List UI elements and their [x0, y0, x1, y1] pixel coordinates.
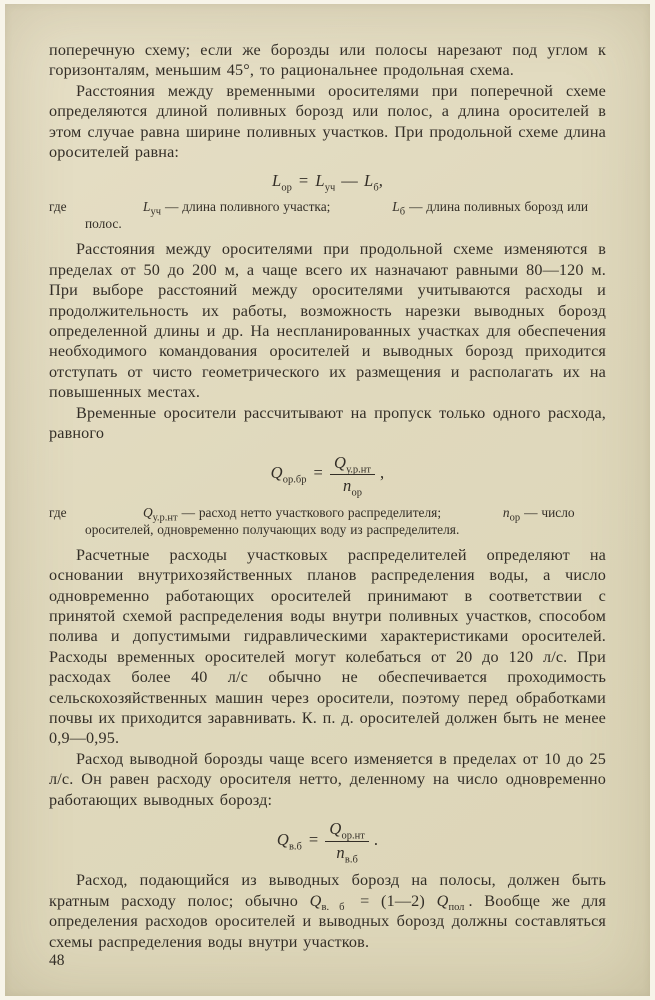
where-definition: $L_б$ — длина поливных борозд или полос. — [85, 199, 589, 232]
equals-sign: = — [308, 829, 319, 849]
where-label: где — [49, 504, 67, 520]
formula-punctuation: , — [380, 463, 385, 483]
formula-punctuation: , — [378, 171, 384, 191]
book-page — [5, 4, 650, 996]
fraction — [325, 819, 368, 863]
fraction — [330, 453, 375, 497]
paragraph: Временные оросители рассчитывают на пропуск только одного расхода, равного — [49, 403, 606, 443]
paragraph: Расход выводной борозды чаще всего изменяется в пределах от 10 до 25 л/с. Он равен расходу оросителя нетто, деленному на число одновременно работающих выводных борозд: — [49, 749, 606, 809]
paragraph: Расчетные расходы участковых распределителей определяют на основании внутрихозяйственных планов распределения воды, а число одновременно работающих оросителей принимают в соответствии с принятой схемой распределения воды внутри поливных участков, способом полива и допустимыми гидравлическими характеристиками оросителей. Расходы временных оросителей могут колебаться от 20 до 120 л/с. При расходах более 40 л/с обычно не обеспечивается проходимость сельскохозяйственных машин через оросители, поэтому перед обработками почвы их приходится заравнивать. К. п. д. оросителей должен быть не менее 0,9—0,95. — [49, 545, 607, 748]
paragraph: Расход, подающийся из выводных борозд на полосы, должен быть кратным расходу полос; обычно $Q_{в. б}$ = (1—2) $Q_{пол}$ . Вообще же для определения расходов оросителей и выводных борозд должны составляться схемы распределения воды внутри участков. — [49, 871, 606, 951]
where-block — [49, 504, 606, 538]
page-number: 48 — [49, 952, 65, 969]
fraction-denominator: $n_{в.б}$ — [336, 842, 358, 865]
fraction-denominator: $n_{ор}$ — [343, 476, 362, 499]
equals-sign: = — [298, 171, 309, 191]
formula-term: $Q_{ор.бр}$ — [270, 463, 307, 486]
fraction-numerator: $Q_{ор.нт}$ — [325, 819, 368, 842]
inline-formula-term: $Q_{пол}$ — [436, 891, 465, 913]
formula-punctuation: . — [373, 829, 379, 849]
where-label: где — [49, 199, 67, 215]
formula-length-orositel — [49, 171, 606, 194]
formula-term: $L_б$ — [363, 171, 379, 194]
paragraph: Расстояния между временными оросителями при поперечной схеме определяются длиной поливных борозд или полос, а длина оросителей в этом случае равна ширине поливных участков. При продольной схеме длина оросителей равна: — [49, 81, 606, 162]
fraction-numerator: $Q_{у.р.нт}$ — [330, 453, 375, 476]
formula-discharge-vyvodnaya — [49, 819, 606, 863]
where-definition: $Q_{у.р.нт}$ — расход нетто участкового распределителя; — [143, 504, 442, 524]
inline-formula-term: $Q_{в. б}$ — [309, 891, 345, 913]
formula-term: $Q_{в.б}$ — [276, 829, 302, 853]
paragraph: Расстояния между оросителями при продольной схеме изменяются в пределах от 50 до 200 м, а чаще всего их назначают равными 80—120 м. При выборе расстояний между оросителями учитываются расходы и продолжительность их работы, возможность нарезки выводных борозд определенной длины и др. На неспланированных участках для обеспечения необходимого командования оросителей и выводных борозд приходится отступать от чисто геометрического их размещения и располагать их на повышенных местах. — [49, 240, 606, 402]
formula-term: $L_{ор}$ — [271, 171, 292, 194]
where-definition: $L_{уч}$ — длина поливного участка; — [143, 199, 331, 219]
formula-discharge-orositel — [49, 453, 606, 497]
formula-term: $L_{уч}$ — [315, 171, 336, 194]
equals-sign: = — [313, 463, 323, 483]
where-block — [49, 198, 606, 232]
paragraph-continuation: поперечную схему; если же борозды или полосы нарезают под углом к горизонталям, меньшим 45°, то рациональнее продольная схема. — [49, 41, 606, 80]
where-definition: $n_{ор}$ — число оросителей, одновременно получающих воду из распределителя. — [85, 504, 575, 537]
minus-sign: — — [341, 171, 358, 191]
